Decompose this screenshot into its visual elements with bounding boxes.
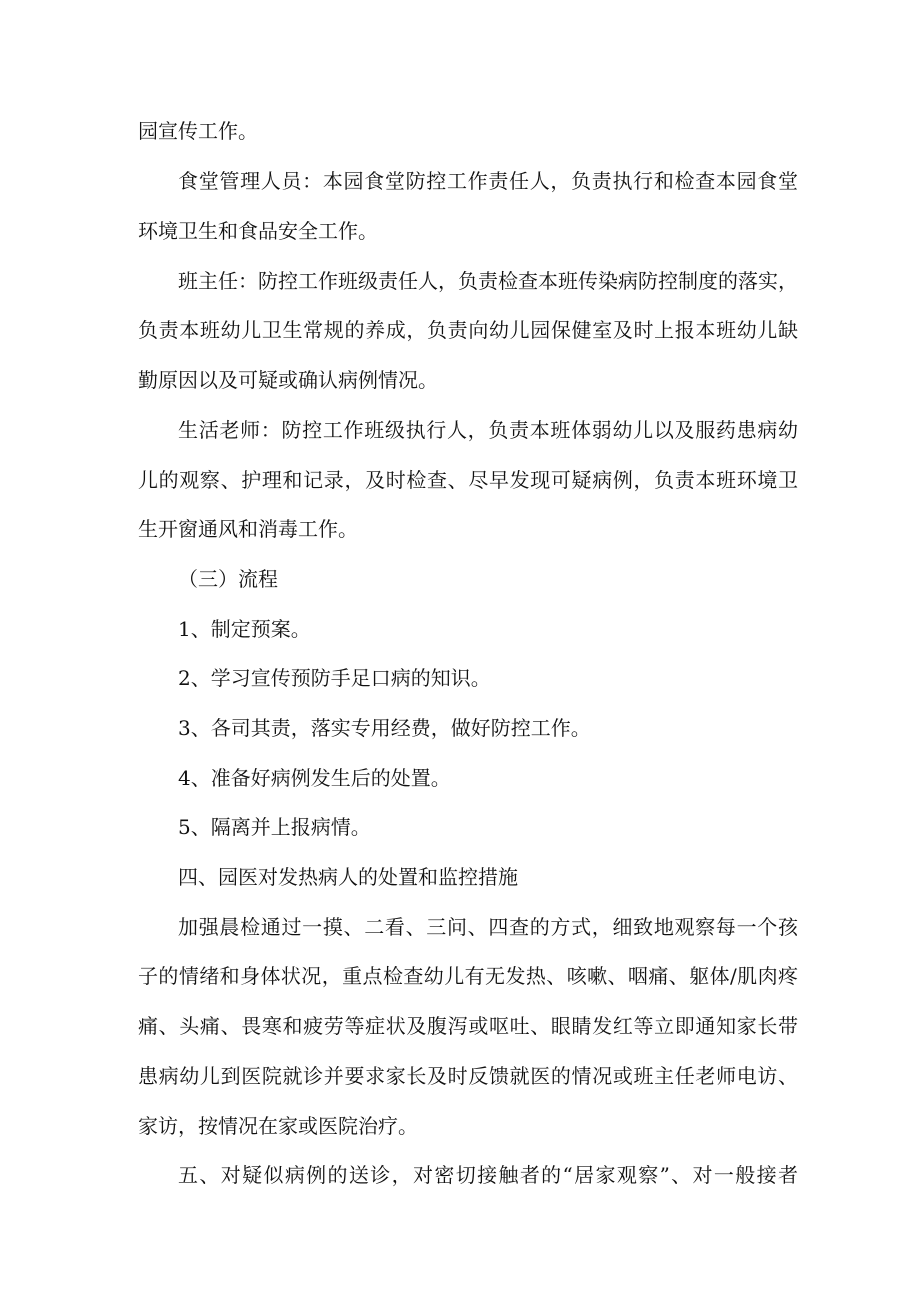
- text-line: 子的情绪和身体状况，重点检查幼儿有无发热、咳嗽、咽痛、躯体/肌肉疼: [138, 964, 798, 988]
- text-line: 食堂管理人员：本园食堂防控工作责任人，负责执行和检查本园食堂: [178, 169, 798, 193]
- text-line: 园宣传工作。: [138, 119, 258, 143]
- text-line: 加强晨检通过一摸、二看、三问、四查的方式，细致地观察每一个孩: [178, 915, 798, 939]
- list-item: 5、隔离并上报病情。: [178, 815, 371, 839]
- text-line: 患病幼儿到医院就诊并要求家长及时反馈就医的情况或班主任老师电访、: [138, 1064, 798, 1088]
- list-item: 4、准备好病例发生后的处置。: [178, 766, 451, 790]
- section-heading: （三）流程: [178, 567, 278, 591]
- text-line: 生开窗通风和消毒工作。: [138, 517, 358, 541]
- text-line: 痛、头痛、畏寒和疲劳等症状及腹泻或呕吐、眼睛发红等立即通知家长带: [138, 1014, 798, 1038]
- list-item: 2、学习宣传预防手足口病的知识。: [178, 666, 491, 690]
- text-line: 生活老师：防控工作班级执行人，负责本班体弱幼儿以及服药患病幼: [178, 418, 798, 442]
- text-line: 班主任：防控工作班级责任人，负责检查本班传染病防控制度的落实，: [178, 269, 798, 293]
- text-line: 家访，按情况在家或医院治疗。: [138, 1114, 418, 1138]
- section-heading: 四、园医对发热病人的处置和监控措施: [178, 865, 518, 889]
- text-line: 勤原因以及可疑或确认病例情况。: [138, 368, 438, 392]
- text-line: 儿的观察、护理和记录，及时检查、尽早发现可疑病例，负责本班环境卫: [138, 468, 798, 492]
- section-heading: 五、对疑似病例的送诊，对密切接触者的“居家观察”、对一般接者: [178, 1163, 798, 1187]
- list-item: 3、各司其责，落实专用经费，做好防控工作。: [178, 716, 591, 740]
- list-item: 1、制定预案。: [178, 617, 311, 641]
- text-line: 负责本班幼儿卫生常规的养成，负责向幼儿园保健室及时上报本班幼儿缺: [138, 318, 798, 342]
- text-line: 环境卫生和食品安全工作。: [138, 219, 378, 243]
